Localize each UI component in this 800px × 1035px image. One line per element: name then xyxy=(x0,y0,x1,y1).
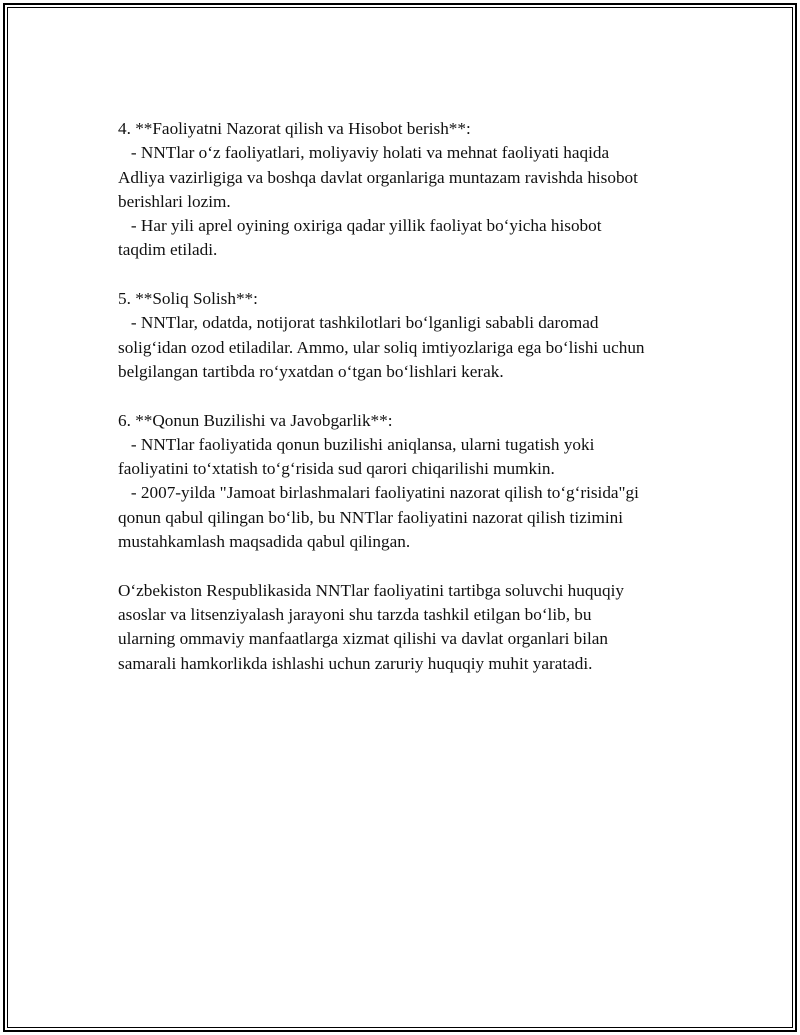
text-line: - NNTlar o‘z faoliyatlari, moliyaviy holati va mehnat faoliyati haqida xyxy=(118,143,610,163)
text-line: O‘zbekiston Respublikasida NNTlar faoliyatini tartibga soluvchi huquqiy xyxy=(118,580,624,600)
section-taxation xyxy=(118,287,698,384)
paragraph-gap xyxy=(118,263,698,287)
text-line: solig‘idan ozod etiladilar. Ammo, ular soliq imtiyozlariga ega bo‘lishi uchun xyxy=(118,337,645,357)
text-line: samarali hamkorlikda ishlashi uchun zaruriy huquqiy muhit yaratadi. xyxy=(118,653,593,673)
paragraph-gap xyxy=(118,554,698,578)
text-line: belgilangan tartibda ro‘yxatdan o‘tgan bo‘lishlari kerak. xyxy=(118,361,504,381)
section-violations-liability xyxy=(118,409,698,555)
document-body xyxy=(118,117,698,676)
text-line: Adliya vazirligiga va boshqa davlat organlariga muntazam ravishda hisobot xyxy=(118,167,638,187)
text-line: - 2007-yilda "Jamoat birlashmalari faoliyatini nazorat qilish to‘g‘risida"gi xyxy=(118,483,639,503)
text-line: qonun qabul qilingan bo‘lib, bu NNTlar faoliyatini nazorat qilish tizimini xyxy=(118,507,624,527)
paragraph-gap xyxy=(118,384,698,408)
text-line: asoslar va litsenziyalash jarayoni shu tarzda tashkil etilgan bo‘lib, bu xyxy=(118,604,592,624)
section-heading: 4. **Faoliyatni Nazorat qilish va Hisobot berish**: xyxy=(118,119,471,138)
section-heading: 5. **Soliq Solish**: xyxy=(118,289,258,309)
text-line: - NNTlar, odatda, notijorat tashkilotlari bo‘lganligi sababli daromad xyxy=(118,313,599,333)
text-line: - Har yili aprel oyining oxiriga qadar yillik faoliyat bo‘yicha hisobot xyxy=(118,216,602,236)
text-line: taqdim etiladi. xyxy=(118,240,218,260)
text-line: - NNTlar faoliyatida qonun buzilishi aniqlansa, ularni tugatish yoki xyxy=(118,434,595,454)
section-monitoring-reporting xyxy=(118,117,698,263)
section-heading: 6. **Qonun Buzilishi va Javobgarlik**: xyxy=(118,410,393,430)
text-line: mustahkamlash maqsadida qabul qilingan. xyxy=(118,532,411,552)
text-line: ularning ommaviy manfaatlarga xizmat qilishi va davlat organlari bilan xyxy=(118,629,609,649)
text-line: faoliyatini to‘xtatish to‘g‘risida sud qarori chiqarilishi mumkin. xyxy=(118,459,555,479)
text-line: berishlari lozim. xyxy=(118,191,231,211)
conclusion-paragraph xyxy=(118,579,698,676)
